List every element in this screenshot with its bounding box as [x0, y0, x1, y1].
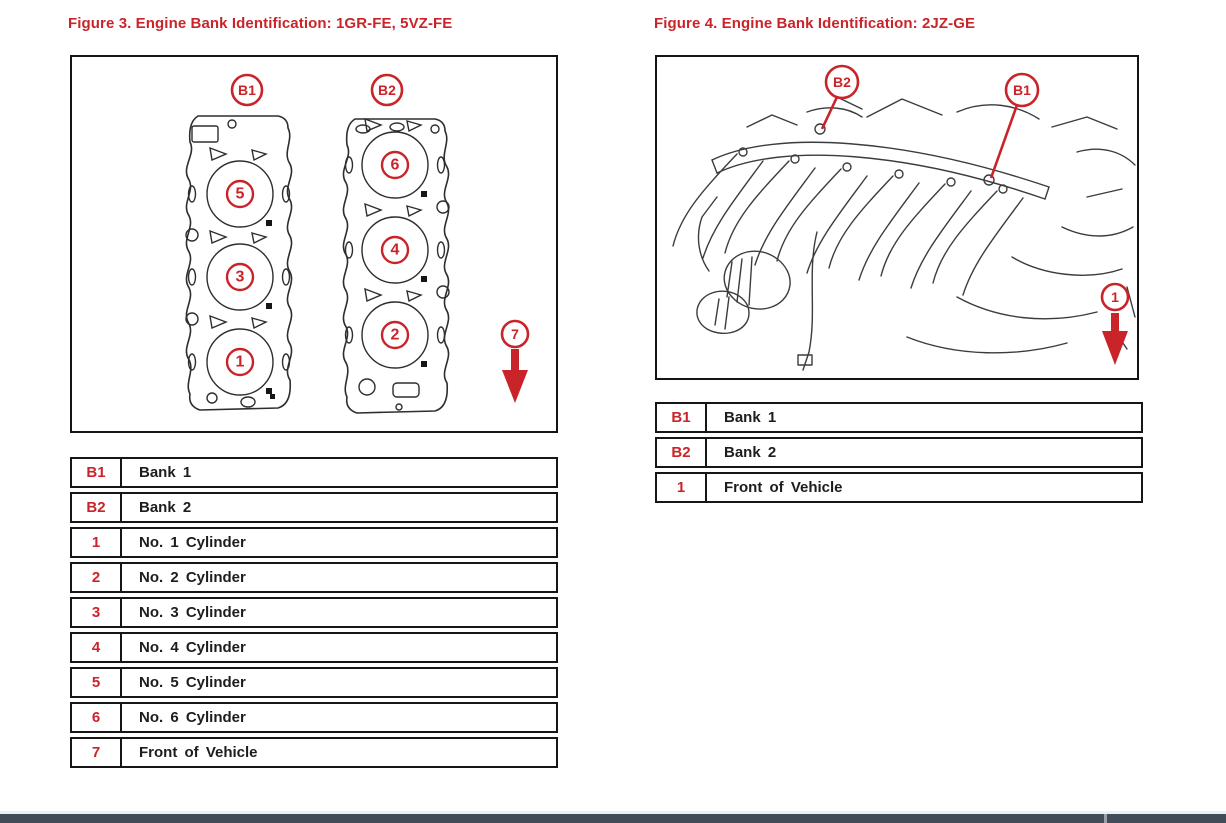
legend-row	[70, 667, 558, 698]
legend-key: 5	[72, 669, 122, 696]
gasket-bank1	[186, 116, 292, 410]
legend-key: 1	[657, 474, 707, 501]
legend-row	[70, 492, 558, 523]
cylinder-6-label: 6	[390, 156, 400, 174]
legend-key: 2	[72, 564, 122, 591]
engine-illustration	[673, 97, 1135, 370]
bottom-scrollbar-track[interactable]	[0, 814, 1226, 823]
bank1-callout	[232, 75, 262, 105]
bank2-callout	[822, 66, 858, 129]
legend-row	[655, 472, 1143, 503]
down-arrow-icon	[502, 349, 528, 403]
legend-row	[70, 737, 558, 768]
figure3-svg	[72, 57, 556, 431]
legend-value: No. 1 Cylinder	[139, 534, 246, 551]
legend-key: B1	[657, 404, 707, 431]
front-of-vehicle-marker	[502, 321, 528, 403]
figure4-svg	[657, 57, 1137, 378]
legend-value: No. 2 Cylinder	[139, 569, 246, 586]
legend-row	[70, 632, 558, 663]
legend-row	[70, 527, 558, 558]
legend-value: No. 5 Cylinder	[139, 674, 246, 691]
legend-key: 3	[72, 599, 122, 626]
cylinder-3-label: 3	[235, 268, 245, 286]
legend-row	[70, 457, 558, 488]
front-marker-label: 1	[1111, 289, 1119, 305]
legend-value: Bank 2	[724, 444, 777, 461]
legend-key: 4	[72, 634, 122, 661]
figure4-legend	[655, 402, 1143, 507]
legend-row	[655, 437, 1143, 468]
cylinder-4-label: 4	[390, 241, 400, 259]
cylinder-2-label: 2	[390, 326, 400, 344]
legend-value: Front of Vehicle	[139, 744, 258, 761]
bank2-callout-label: B2	[378, 82, 396, 98]
legend-key: B2	[657, 439, 707, 466]
scrollbar-thumb-separator[interactable]	[1104, 814, 1107, 823]
figure3-legend	[70, 457, 558, 772]
bank2-callout	[372, 75, 402, 105]
figure3-diagram	[70, 55, 558, 433]
front-of-vehicle-marker	[1102, 284, 1128, 365]
figure3-title: Figure 3. Engine Bank Identification: 1GR-FE, 5VZ-FE	[68, 15, 453, 32]
legend-key: 7	[72, 739, 122, 766]
front-marker-label: 7	[511, 326, 519, 342]
legend-key: 6	[72, 704, 122, 731]
legend-row	[655, 402, 1143, 433]
bank1-callout-label: B1	[1013, 82, 1031, 98]
legend-value: No. 6 Cylinder	[139, 709, 246, 726]
cylinder-5-label: 5	[235, 185, 245, 203]
legend-value: Bank 1	[139, 464, 192, 481]
legend-value: Bank 2	[139, 499, 192, 516]
bank2-callout-label: B2	[833, 74, 851, 90]
legend-value: No. 4 Cylinder	[139, 639, 246, 656]
legend-value: No. 3 Cylinder	[139, 604, 246, 621]
legend-key: B1	[72, 459, 122, 486]
legend-key: B2	[72, 494, 122, 521]
legend-row	[70, 597, 558, 628]
legend-key: 1	[72, 529, 122, 556]
down-arrow-icon	[1102, 313, 1128, 365]
bank1-callout-label: B1	[238, 82, 256, 98]
cylinder-1-label: 1	[235, 353, 245, 371]
figure4-title: Figure 4. Engine Bank Identification: 2JZ-GE	[654, 15, 976, 32]
legend-value: Bank 1	[724, 409, 777, 426]
figure4-diagram	[655, 55, 1139, 380]
legend-row	[70, 562, 558, 593]
bank1-callout	[991, 74, 1038, 178]
legend-value: Front of Vehicle	[724, 479, 843, 496]
gasket-bank2	[343, 119, 449, 413]
legend-row	[70, 702, 558, 733]
